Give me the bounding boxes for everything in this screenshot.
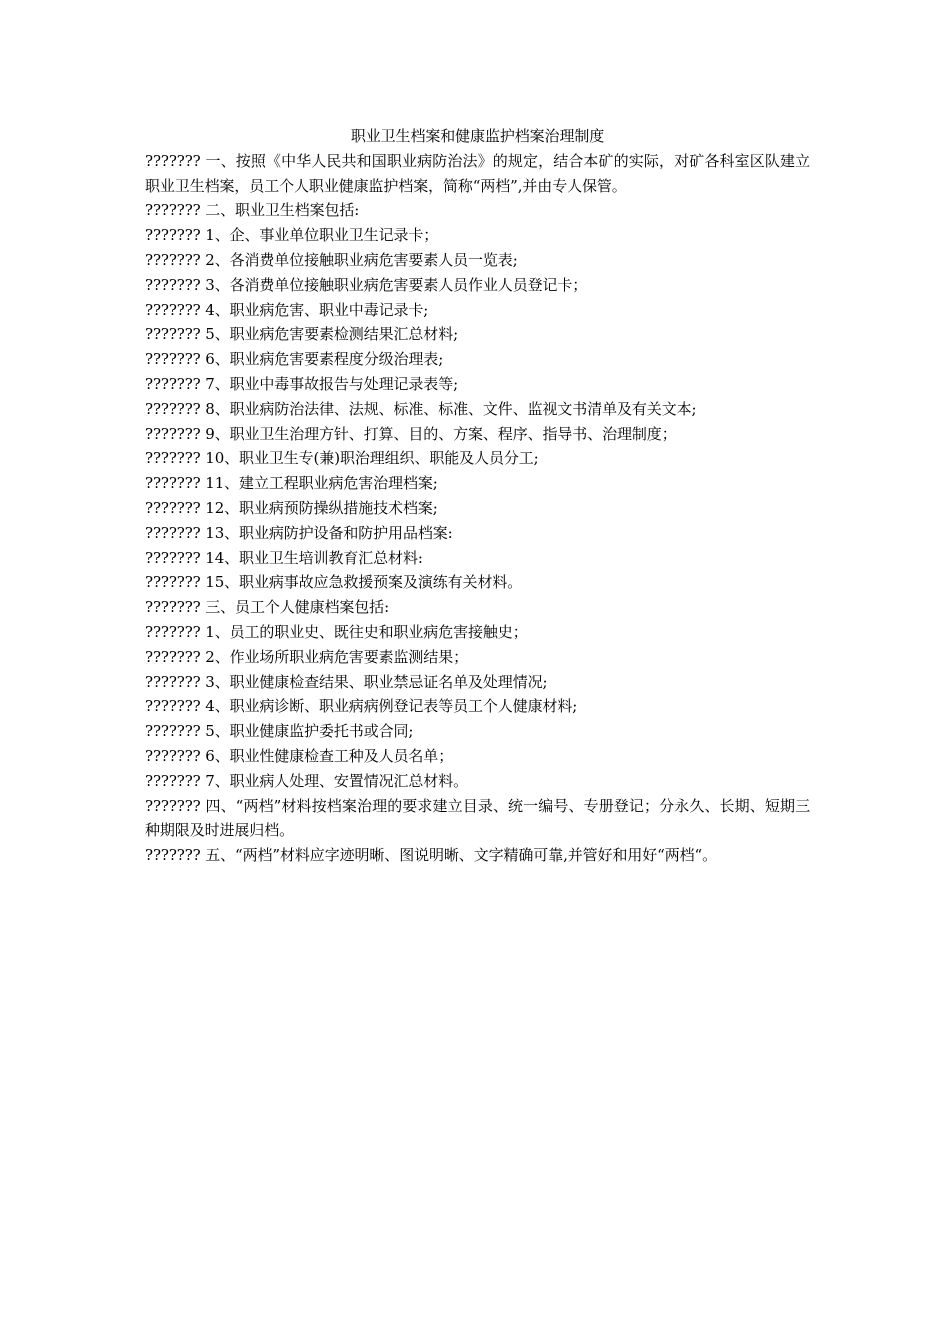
list-item: ??????? 10、职业卫生专(兼)职治理组织、职能及人员分工; [145,449,539,468]
list-item: ??????? 8、职业病防治法律、法规、标准、标准、文件、监视文书清单及有关文本; [145,399,697,418]
list-item: ??????? 4、职业病诊断、职业病病例登记表等员工个人健康材料; [145,697,578,716]
section-heading: ??????? 三、员工个人健康档案包括: [145,598,390,617]
list-item: ??????? 5、职业病危害要素检测结果汇总材料; [145,325,459,344]
paragraph-2: ??????? 二、职业卫生档案包括: [145,201,360,220]
list-item: ??????? 2、各消费单位接触职业病危害要素人员一览表; [145,250,518,269]
list-item: ??????? 15、职业病事故应急救援预案及演练有关材料。 [145,573,523,592]
list-item: ??????? 1、企、事业单位职业卫生记录卡； [145,226,439,245]
paragraph-4: ??????? 四、“两档”材料按档案治理的要求建立目录、统一编号、专册登记；分永久、长期、短期三种期限及时进展归档。 [145,796,810,840]
list-item: ??????? 3、各消费单位接触职业病危害要素人员作业人员登记卡； [145,275,588,294]
list-item: ??????? 2、作业场所职业病危害要素监测结果； [145,647,469,666]
list-item: ??????? 12、职业病预防操纵措施技术档案; [145,498,438,517]
list-item: ??????? 14、职业卫生培训教育汇总材料: [145,548,423,567]
list-item: ??????? 1、员工的职业史、既往史和职业病危害接触史； [145,622,528,641]
document-title: 职业卫生档案和健康监护档案治理制度 [350,127,605,145]
document-body [145,124,810,868]
list-item: ??????? 7、职业病人处理、安置情况汇总材料。 [145,771,469,790]
list-item: ??????? 4、职业病危害、职业中毒记录卡; [145,300,429,319]
list-item: ??????? 13、职业病防护设备和防护用品档案: [145,523,453,542]
list-item: ??????? 7、职业中毒事故报告与处理记录表等; [145,374,459,393]
list-item: ??????? 6、职业病危害要素程度分级治理表; [145,350,444,369]
paragraph-5: ??????? 五、“两档”材料应字迹明晰、图说明晰、文字精确可靠,并管好和用好“两档“。 [145,846,718,865]
list-item: ??????? 3、职业健康检查结果、职业禁忌证名单及处理情况; [145,672,548,691]
list-item: ??????? 5、职业健康监护委托书或合同; [145,722,414,741]
paragraph-1: ??????? 一、按照《中华人民共和国职业病防治法》的规定，结合本矿的实际，对矿各科室区队建立职业卫生档案，员工个人职业健康监护档案，简称“两档”,并由专人保管。 [145,151,810,195]
list-item: ??????? 11、建立工程职业病危害治理档案; [145,474,438,493]
list-item: ??????? 6、职业性健康检查工种及人员名单； [145,746,454,765]
list-item: ??????? 9、职业卫生治理方针、打算、目的、方案、程序、指导书、治理制度； [145,424,677,443]
